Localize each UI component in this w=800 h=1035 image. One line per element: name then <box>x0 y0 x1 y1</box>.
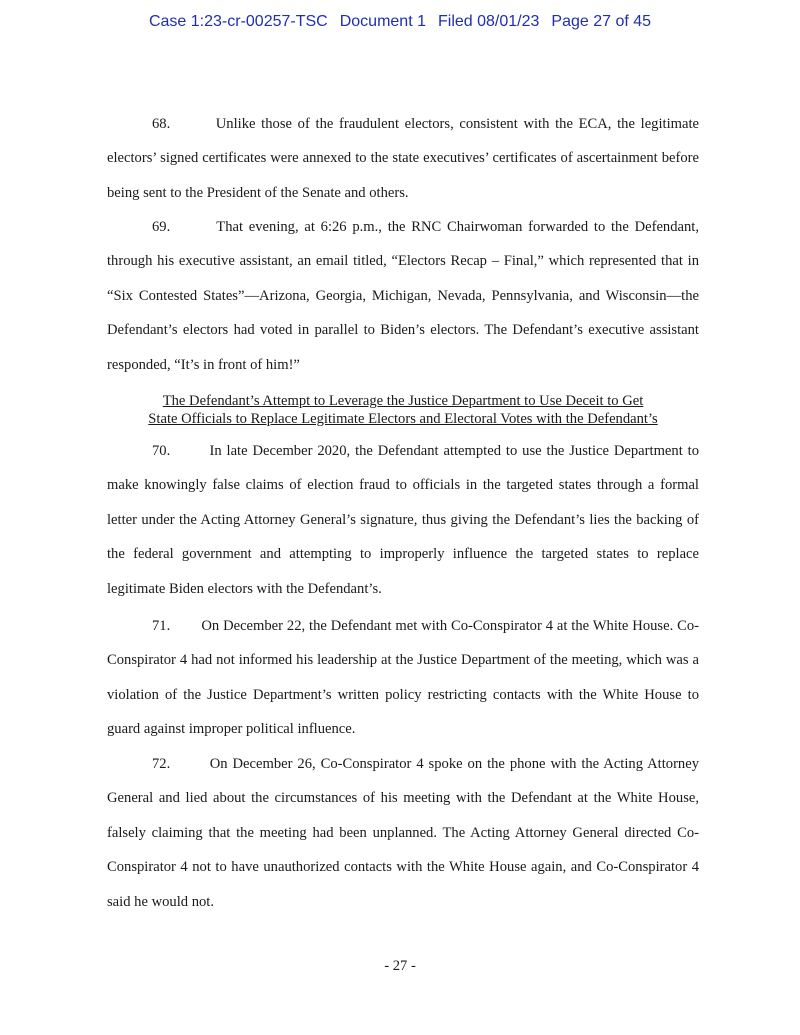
paragraph-70 <box>107 434 699 606</box>
paragraph-number: 72. <box>152 756 171 772</box>
paragraph-72 <box>107 747 699 919</box>
paragraph-text: On December 22, the Defendant met with Co-Conspirator 4 at the White House. Co-Conspirator 4 had not informed his leadership at the Justice Department of the meeting, which was a violation of the Justice Department’s written policy restricting contacts with the White House to guard against improper political influence. <box>107 618 700 738</box>
paragraph-text: That evening, at 6:26 p.m., the RNC Chairwoman forwarded to the Defendant, through his executive assistant, an email titled, “Electors Recap – Final,” which represented that in “Six Contested States”—Arizona, Georgia, Michigan, Nevada, Pennsylvania, and Wisconsin—the Defendant’s electors had voted in parallel to Biden’s electors. The Defendant’s executive assistant responded, “It’s in front of him!” <box>107 219 700 373</box>
section-heading-line-1: The Defendant’s Attempt to Leverage the Justice Department to Use Deceit to Get <box>162 393 644 409</box>
paragraph-text: In late December 2020, the Defendant attempted to use the Justice Department to make knowingly false claims of election fraud to officials in the targeted states through a formal letter under the Acting Attorney General’s signature, thus giving the Defendant’s lies the backing of the federal government and attempting to improperly influence the targeted states to replace legitimate Biden electors with the Defendant’s. <box>107 443 699 597</box>
ecf-header <box>0 13 800 31</box>
paragraph-68 <box>107 107 699 210</box>
paragraph-number: 69. <box>152 219 171 235</box>
paragraph-number: 70. <box>152 443 171 459</box>
paragraph-text: On December 26, Co-Conspirator 4 spoke on the phone with the Acting Attorney General and lied about the circumstances of his meeting with the Defendant at the White House, falsely claiming that the meeting had been unplanned. The Acting Attorney General directed Co-Conspirator 4 not to have unauthorized contacts with the White House again, and Co-Conspirator 4 said he would not. <box>107 756 700 910</box>
filed-date: Filed 08/01/23 <box>437 13 540 30</box>
paragraph-number: 68. <box>152 116 171 132</box>
section-heading-line-2: State Officials to Replace Legitimate Electors and Electoral Votes with the Defendant’s <box>148 411 658 427</box>
paragraph-71 <box>107 609 699 747</box>
paragraph-text: Unlike those of the fraudulent electors, consistent with the ECA, the legitimate electors’ signed certificates were annexed to the state executives’ certificates of ascertainment before being sent to the President of the Senate and others. <box>107 116 700 201</box>
section-heading <box>107 392 699 428</box>
case-number: Case 1:23-cr-00257-TSC <box>148 13 328 30</box>
page-number: - 27 - <box>384 958 416 974</box>
document-number: Document 1 <box>339 13 426 30</box>
page-count: Page 27 of 45 <box>551 13 652 30</box>
paragraph-69 <box>107 210 699 382</box>
paragraph-number: 71. <box>152 618 171 634</box>
